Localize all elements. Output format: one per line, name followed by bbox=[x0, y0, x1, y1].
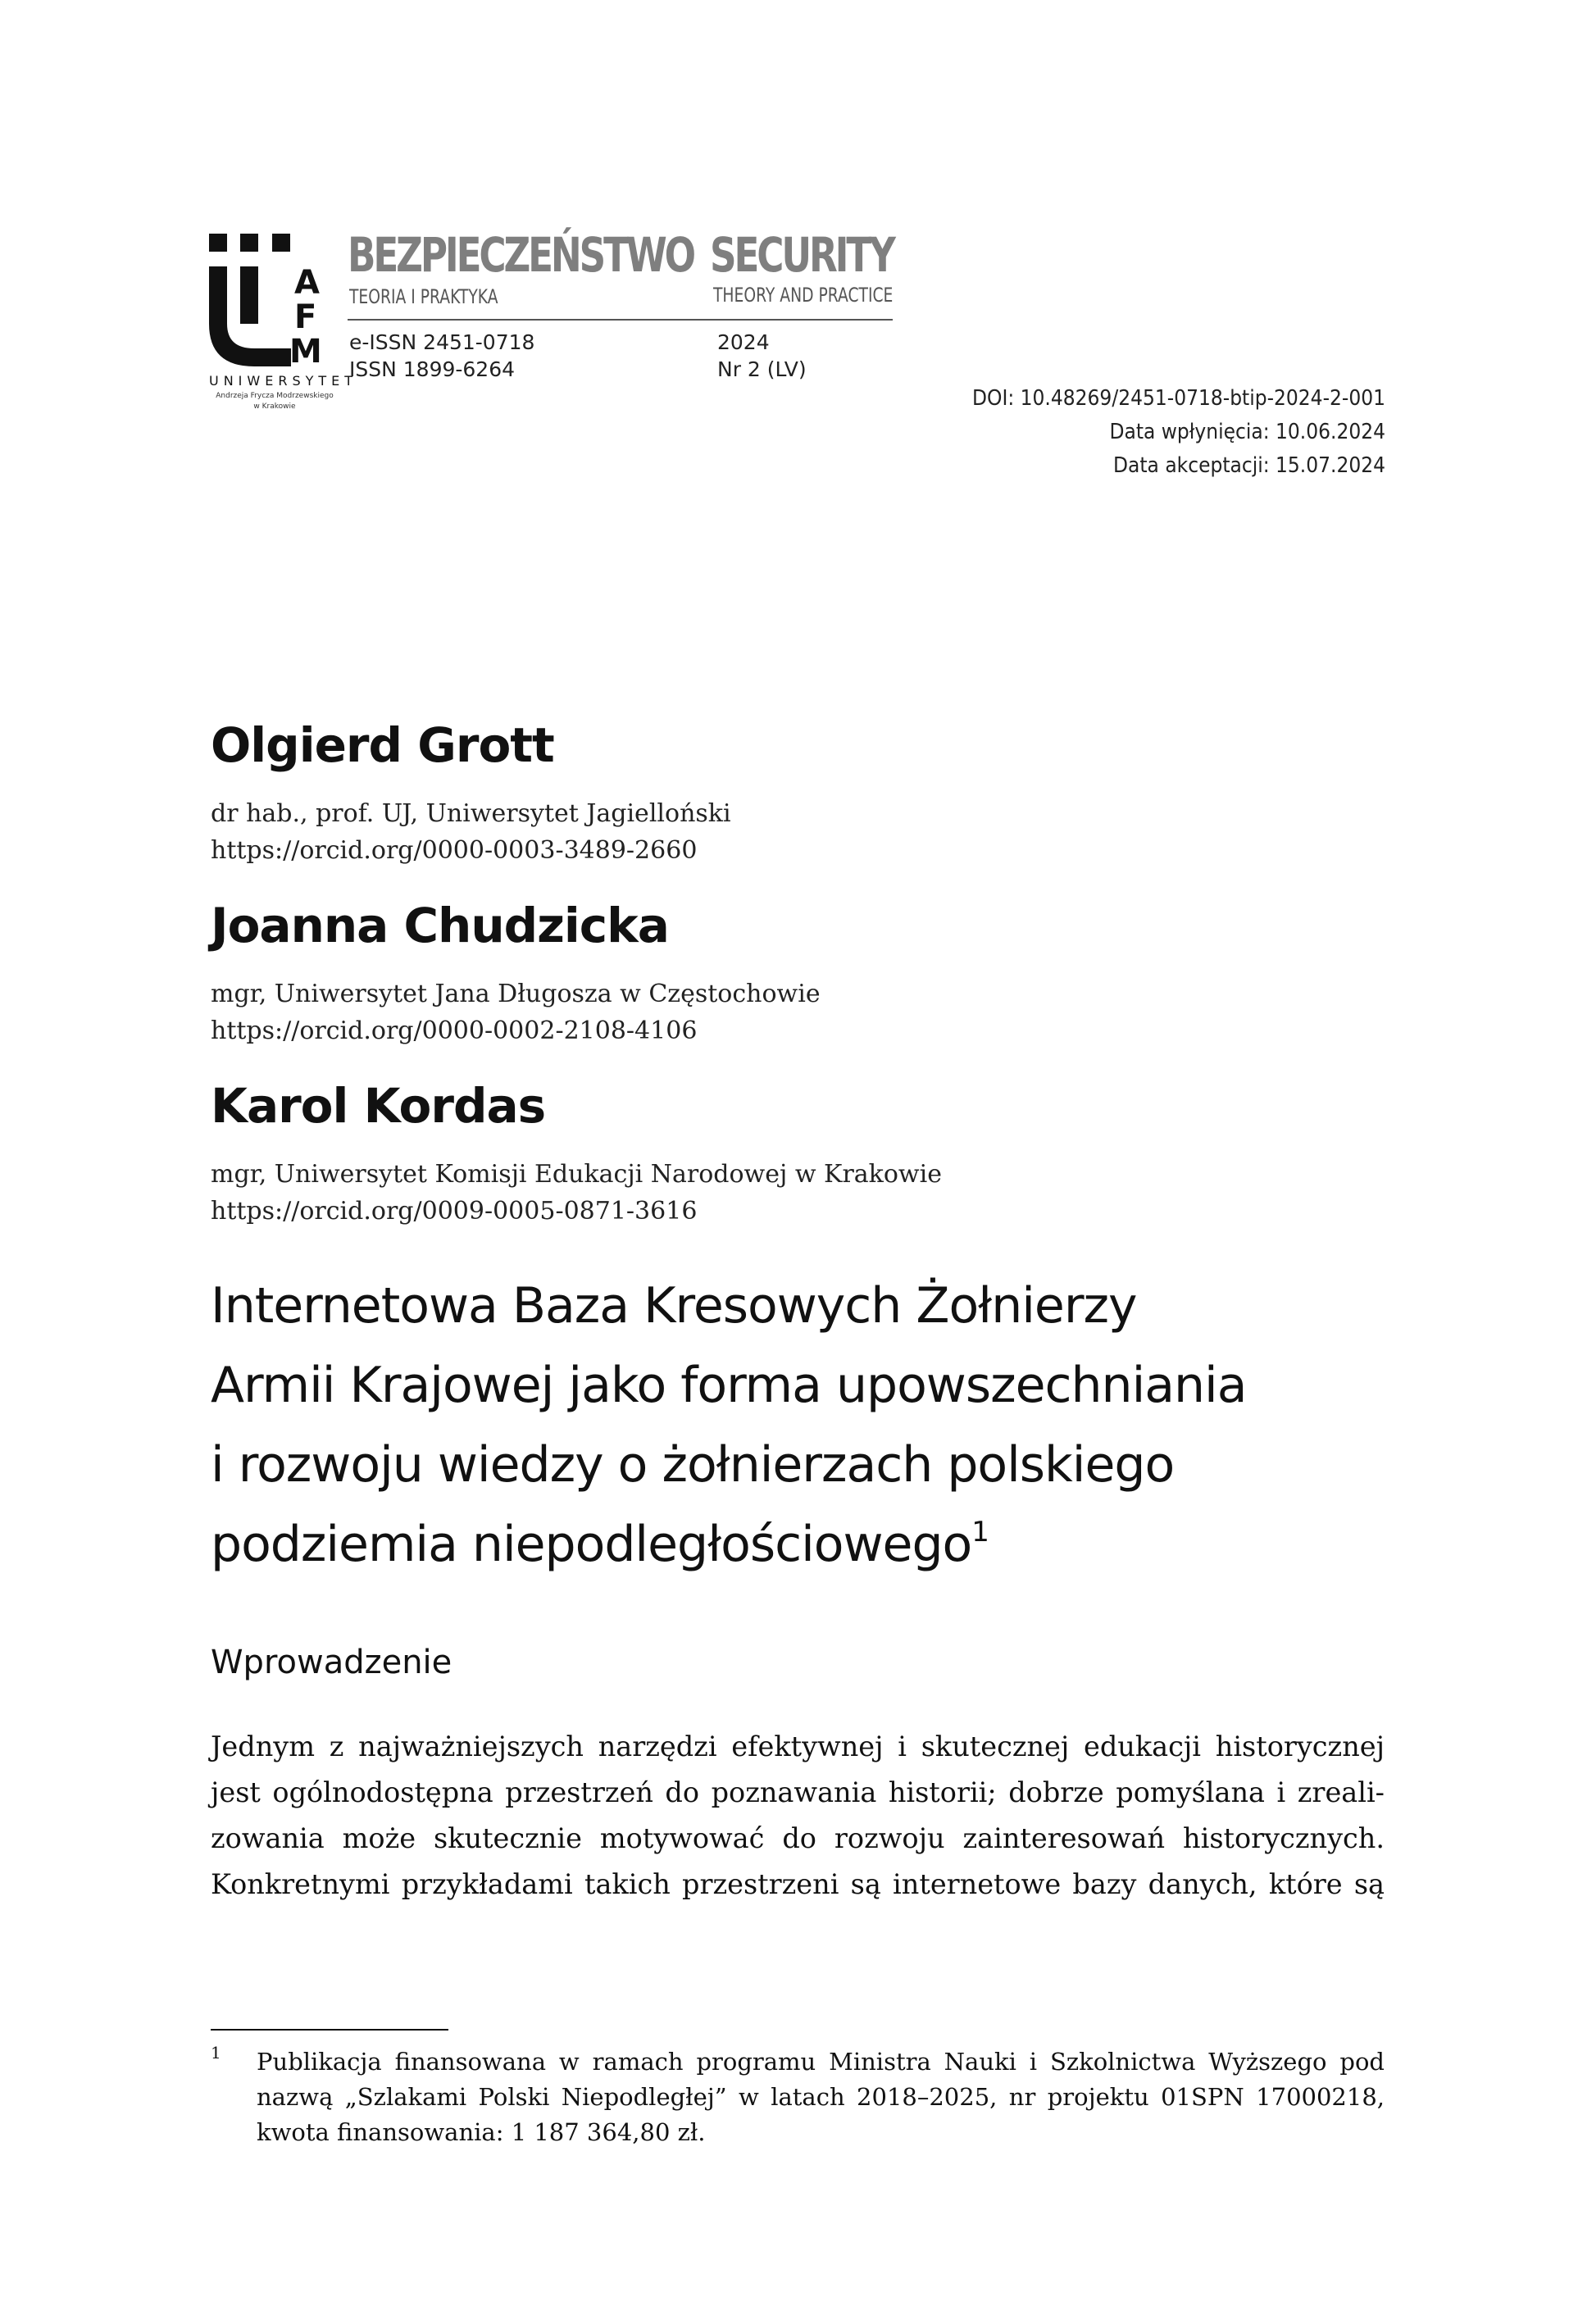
author-orcid-link[interactable]: https://orcid.org/0000-0002-2108-4106 bbox=[211, 1016, 698, 1045]
logo-letter-a: A bbox=[294, 264, 320, 302]
paragraph-line: zowania może skutecznie motywować do rozwoju zainteresowań historycznych. bbox=[211, 1822, 1385, 1854]
journal-subtitle-en: THEORY AND PRACTICE bbox=[713, 284, 894, 307]
footnote-line: kwota finansowania: 1 187 364,80 zł. bbox=[257, 2118, 706, 2146]
section-heading: Wprowadzenie bbox=[211, 1644, 452, 1681]
logo-subtitle-2: w Krakowie bbox=[253, 402, 296, 411]
journal-title-pl: BEZPIECZEŃSTWO bbox=[348, 227, 694, 283]
footnote-text bbox=[257, 2044, 1385, 2150]
title-line: podziemia niepodległościowego bbox=[211, 1516, 972, 1573]
journal-title-en: SECURITY bbox=[710, 227, 894, 283]
author-orcid-link[interactable]: https://orcid.org/0009-0005-0871-3616 bbox=[211, 1197, 698, 1226]
journal-subtitle-pl: TEORIA I PRAKTYKA bbox=[349, 285, 498, 308]
accepted-date: Data akceptacji: 15.07.2024 bbox=[1112, 453, 1385, 478]
afm-u-logo-icon bbox=[209, 234, 299, 369]
header-rule bbox=[348, 319, 893, 321]
issn: ISSN 1899-6264 bbox=[349, 357, 516, 381]
logo-subtitle-1: Andrzeja Frycza Modrzewskiego bbox=[216, 392, 334, 400]
title-line: Internetowa Baza Kresowych Żołnierzy bbox=[211, 1277, 1137, 1335]
title-footnote-ref[interactable]: 1 bbox=[971, 1516, 989, 1549]
author-name: Joanna Chudzicka bbox=[211, 898, 669, 953]
author-orcid-link[interactable]: https://orcid.org/0000-0003-3489-2660 bbox=[211, 836, 698, 865]
article-meta bbox=[926, 382, 1385, 483]
body-paragraph bbox=[211, 1724, 1385, 1908]
article-title bbox=[211, 1267, 1375, 1585]
logo-letter-m: M bbox=[289, 333, 322, 371]
title-line: Armii Krajowej jako forma upowszechniania bbox=[211, 1357, 1247, 1414]
received-date: Data wpłynięcia: 10.06.2024 bbox=[1109, 420, 1385, 444]
paragraph-line: Jednym z najważniejszych narzędzi efektywnej i skutecznej edukacji historycznej bbox=[211, 1730, 1385, 1762]
footnote-line: nazwą „Szlakami Polski Niepodległej” w latach 2018–2025, nr projektu 01SPN 17000218, bbox=[257, 2083, 1385, 2111]
title-line: i rozwoju wiedzy o żołnierzach polskiego bbox=[211, 1436, 1175, 1494]
author-name: Olgierd Grott bbox=[211, 717, 554, 773]
journal-issue: Nr 2 (LV) bbox=[717, 357, 807, 381]
author-name: Karol Kordas bbox=[211, 1078, 546, 1134]
footnote-line: Publikacja finansowana w ramach programu Ministra Nauki i Szkolnictwa Wyższego pod bbox=[257, 2048, 1385, 2076]
author-affiliation: mgr, Uniwersytet Komisji Edukacji Narodowej w Krakowie bbox=[211, 1160, 942, 1189]
title-line-last bbox=[211, 1505, 1375, 1585]
doi[interactable]: DOI: 10.48269/2451-0718-btip-2024-2-001 bbox=[971, 386, 1385, 411]
logo-letter-f: F bbox=[294, 298, 317, 336]
author-affiliation: mgr, Uniwersytet Jana Długosza w Częstochowie bbox=[211, 980, 821, 1008]
journal-year: 2024 bbox=[717, 330, 770, 354]
eissn: e-ISSN 2451-0718 bbox=[349, 330, 535, 354]
paragraph-line: Konkretnymi przykładami takich przestrzeni są internetowe bazy danych, które są bbox=[211, 1868, 1385, 1900]
paragraph-line: jest ogólnodostępna przestrzeń do poznawania historii; dobrze pomyślana i zreali- bbox=[211, 1776, 1385, 1808]
university-logo bbox=[209, 234, 358, 430]
author-affiliation: dr hab., prof. UJ, Uniwersytet Jagielloński bbox=[211, 799, 731, 828]
footnote-number: 1 bbox=[211, 2043, 221, 2062]
footnote-rule bbox=[211, 2029, 448, 2031]
logo-university-label: UNIWERSYTET bbox=[209, 373, 358, 389]
